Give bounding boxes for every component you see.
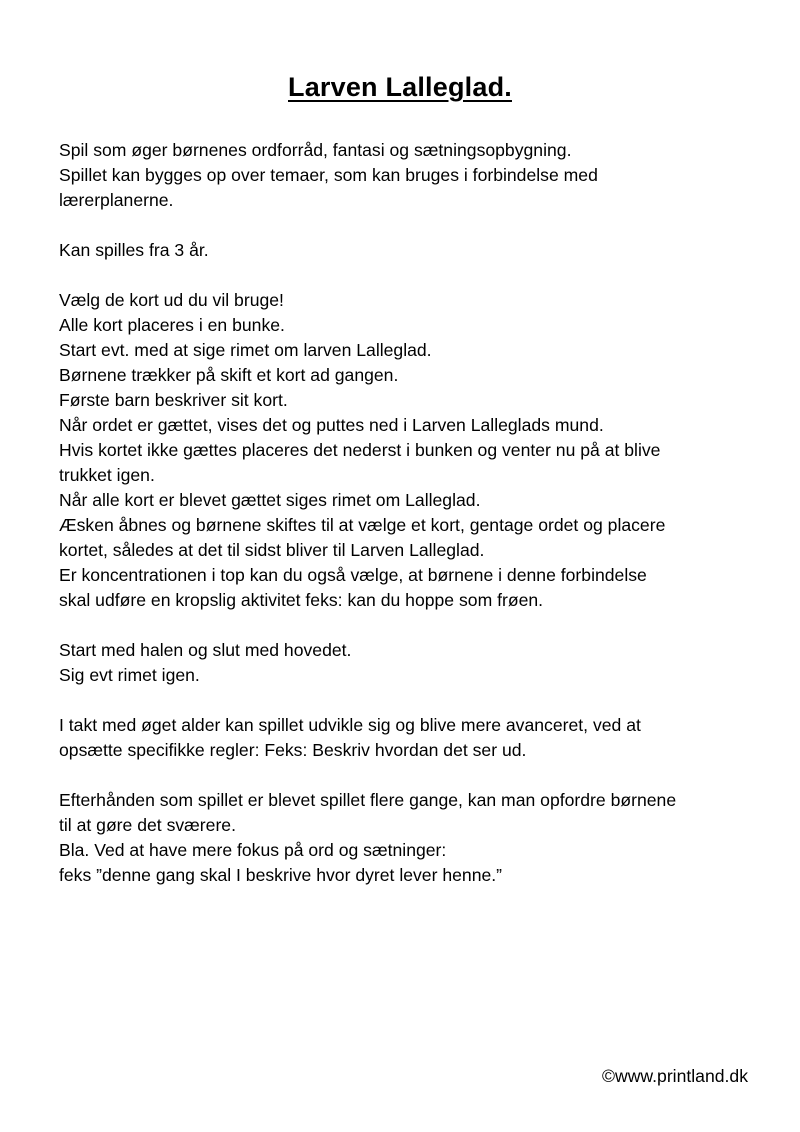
- text-line: skal udføre en kropslig aktivitet feks: kan du hoppe som frøen.: [59, 590, 544, 610]
- text-line: Er koncentrationen i top kan du også vælge, at børnene i denne forbindelse: [59, 565, 647, 585]
- text-line: feks ”denne gang skal I beskrive hvor dyret lever henne.”: [59, 865, 503, 885]
- text-line: Når alle kort er blevet gættet siges rimet om Lalleglad.: [59, 490, 481, 510]
- paragraph: [59, 138, 739, 213]
- text-line: Første barn beskriver sit kort.: [59, 390, 288, 410]
- paragraph: [59, 638, 739, 688]
- text-line: Børnene trækker på skift et kort ad gangen.: [59, 365, 399, 385]
- text-line: Æsken åbnes og børnene skiftes til at vælge et kort, gentage ordet og placere: [59, 515, 666, 535]
- text-line: Efterhånden som spillet er blevet spillet flere gange, kan man opfordre børnene: [59, 790, 677, 810]
- text-line: I takt med øget alder kan spillet udvikle sig og blive mere avanceret, ved at: [59, 715, 641, 735]
- text-line: Når ordet er gættet, vises det og puttes ned i Larven Lalleglads mund.: [59, 415, 604, 435]
- page-title: Larven Lalleglad.: [288, 72, 512, 102]
- text-line: opsætte specifikke regler: Feks: Beskriv hvordan det ser ud.: [59, 740, 527, 760]
- text-line: Alle kort placeres i en bunke.: [59, 315, 285, 335]
- text-line: kortet, således at det til sidst bliver til Larven Lalleglad.: [59, 540, 485, 560]
- document-body: [59, 138, 739, 913]
- text-line: Sig evt rimet igen.: [59, 665, 200, 685]
- text-line: til at gøre det sværere.: [59, 815, 236, 835]
- paragraph: [59, 238, 739, 263]
- text-line: trukket igen.: [59, 465, 155, 485]
- text-line: Start evt. med at sige rimet om larven Lalleglad.: [59, 340, 432, 360]
- text-line: Spil som øger børnenes ordforråd, fantasi og sætningsopbygning.: [59, 140, 572, 160]
- text-line: Bla. Ved at have mere fokus på ord og sætninger:: [59, 840, 447, 860]
- paragraph: [59, 788, 739, 888]
- text-line: lærerplanerne.: [59, 190, 174, 210]
- text-line: Hvis kortet ikke gættes placeres det nederst i bunken og venter nu på at blive: [59, 440, 661, 460]
- footer-copyright: ©www.printland.dk: [602, 1066, 748, 1086]
- paragraph: [59, 713, 739, 763]
- text-line: Spillet kan bygges op over temaer, som kan bruges i forbindelse med: [59, 165, 598, 185]
- text-line: Vælg de kort ud du vil bruge!: [59, 290, 284, 310]
- text-line: Kan spilles fra 3 år.: [59, 240, 209, 260]
- paragraph: [59, 288, 739, 613]
- text-line: Start med halen og slut med hovedet.: [59, 640, 352, 660]
